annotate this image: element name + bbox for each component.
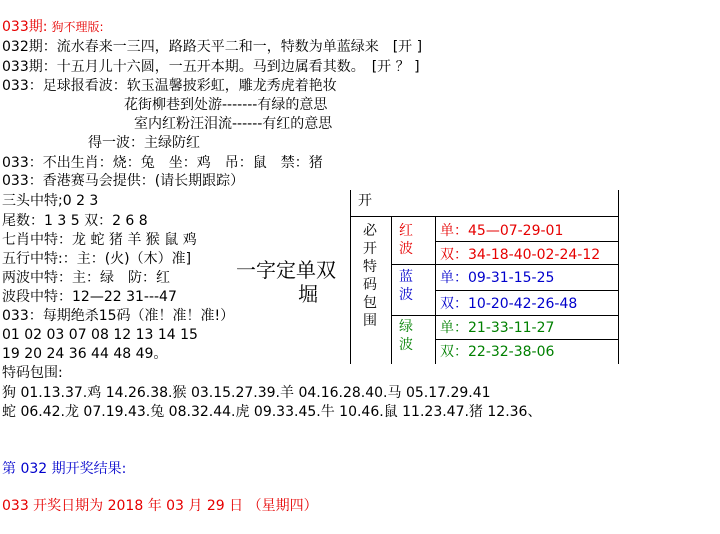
blue-single: 单：09-31-15-25: [440, 270, 555, 286]
group-blue: 蓝波: [399, 269, 413, 303]
line-033a: 033期：十五月儿十六圆，一五开本期。马到边属看其数。 [开 ？ ]: [2, 59, 420, 75]
table-rule-red-blue: [391, 264, 618, 265]
green-single: 单：21-33-11-27: [440, 320, 555, 336]
wave-line: 得一波：主绿防红: [88, 135, 200, 151]
header-line: [2, 18, 104, 36]
table-rule-top: [350, 216, 618, 217]
must-label: 必开特码包围: [363, 223, 377, 329]
tail-line: 尾数：1 3 5 双：2 6 8: [2, 213, 148, 229]
open-label: 开: [358, 193, 372, 209]
line-032: 032期：流水春来一三四，路路天平二和一，特数为单蓝绿来 [开 ]: [2, 39, 423, 55]
poem-line-1: 花街柳巷到处游-------有绿的意思: [124, 97, 328, 113]
table-rule-blue: [435, 290, 618, 291]
nums-line-2: 19 20 24 36 44 48 49。: [2, 346, 168, 362]
red-single: 单：45—07-29-01: [440, 223, 564, 239]
two-line: 两波中特：主：绿 防：红: [2, 270, 170, 286]
five-line: 五行中特:：主：(火)（木）准]: [2, 251, 192, 267]
hk-line: 033：香港赛马会提供：(请长期跟踪）: [2, 173, 245, 189]
green-double: 双：22-32-38-06: [440, 344, 555, 360]
draw-date: 033 开奖日期为 2018 年 03 月 29 日 （星期四）: [2, 498, 318, 514]
center-subtitle: 堀: [298, 282, 318, 306]
table-rule-blue-green: [391, 315, 618, 316]
table-rule-green: [435, 339, 618, 340]
special-row-2: 蛇 06.42.龙 07.19.43.兔 08.32.44.虎 09.33.45.牛 10.46.鼠 11.23.47.猪 12.36、: [2, 404, 542, 420]
special-row-1: 狗 01.13.37.鸡 14.26.38.猴 03.15.27.39.羊 04.16.28.40.马 05.17.29.41: [2, 385, 491, 401]
seven-line: 七肖中特：龙 蛇 猪 羊 猴 鼠 鸡: [2, 232, 197, 248]
nums-line-1: 01 02 03 07 08 12 13 14 15: [2, 327, 198, 343]
center-title: 一字定单双: [236, 258, 336, 282]
table-border-right: [618, 190, 619, 364]
red-double: 双：34-18-40-02-24-12: [440, 247, 601, 263]
kill-line: 033：每期绝杀15码（准！准！准!）: [2, 308, 235, 324]
head3-line: 三头中特;0 2 3: [2, 193, 99, 209]
special-title: 特码包围:: [2, 365, 63, 381]
result-title: 第 032 期开奖结果:: [2, 461, 127, 477]
blue-double: 双：10-20-42-26-48: [440, 296, 578, 312]
group-green: 绿波: [399, 319, 413, 353]
header-period: 033期:: [2, 19, 48, 35]
poem-line-2: 室内红粉汪泪流------有红的意思: [134, 116, 333, 132]
table-divider-1: [391, 216, 392, 364]
group-red: 红波: [399, 223, 413, 257]
table-rule-red: [435, 241, 618, 242]
zodiac-line: 033：不出生肖：烧：兔 坐：鸡 吊：鼠 禁：猪: [2, 155, 323, 171]
header-title: 狗不理版:: [51, 20, 104, 34]
range-line: 波段中特：12—22 31---47: [2, 289, 177, 305]
line-033b: 033：足球报看波：软玉温馨披彩虹，雕龙秀虎着艳妆: [2, 78, 337, 94]
